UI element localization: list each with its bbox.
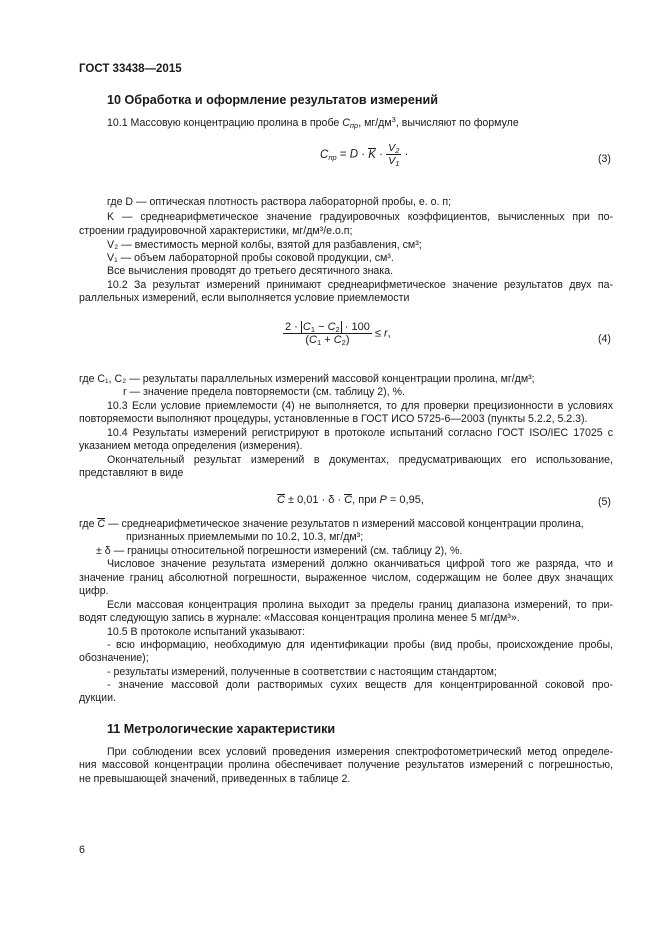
para-10-1-text-c: , вычисляют по формуле [395, 117, 519, 129]
para-10-2-line1: 10.2 За результат измерений принимают среднеарифметическое значение результатов двух па- [107, 279, 613, 291]
section-11-line2: ния массовой концентрации пролина обеспечивает получение результатов измерений с погрешностью, [79, 759, 613, 771]
section-10-heading: 10 Обработка и оформление результатов измерений [107, 93, 438, 107]
list-item-3-line2: дукции. [79, 692, 116, 704]
where-v1: V₁ — объем лабораторной пробы соковой продукции, см³. [107, 252, 394, 264]
where-v2: V₂ — вместимость мерной колбы, взятой для разбавления, см³; [107, 239, 422, 251]
formula-4-number: (4) [598, 333, 611, 345]
para-10-4-line2: указанием метода определения (измерения). [79, 440, 303, 452]
numeric-value-line1: Числовое значение результата измерений должно оканчиваться цифрой того же разряда, что и [107, 558, 613, 570]
formula-4: $\frac{2 \cdot C1 - C2 \cdot 100}{(C1 + C2)}$ ≤ r, [285, 321, 391, 347]
para-10-3-line1: 10.3 Если условие приемлемости (4) не выполняется, то для проверки прецизионности в условиях [107, 400, 613, 412]
all-calculations-note: Все вычисления проводят до третьего десятичного знака. [107, 265, 394, 277]
list-item-1-line1: - всю информацию, необходимую для идентификации пробы (вид пробы, происхождение пробы, [107, 639, 613, 651]
para-10-3-line2: повторяемости выполняют процедуры, установленные в ГОСТ ИСО 5725-6—2003 (пункты 5.2.2, 5.2.3). [79, 413, 588, 425]
formula-3-number: (3) [598, 153, 611, 165]
where-r: r — значение предела повторяемости (см. таблицу 2), %. [123, 386, 405, 398]
where-cbar-line2: признанных приемлемыми по 10.2, 10.3, мг/дм³; [126, 531, 364, 543]
where-c1-c2: где C₁, C₂ — результаты параллельных измерений массовой концентрации пролина, мг/дм³; [79, 373, 535, 385]
list-item-3-line1: - значение массовой доли растворимых сухих веществ для концентрированной соковой про- [107, 679, 613, 691]
formula-3: Cпр = D · K · $\frac{V2}{V1}$ · [320, 142, 409, 168]
formula-5-number: (5) [598, 496, 611, 508]
final-result-line1: Окончательный результат измерений в документах, предусматривающих его использование, [107, 454, 613, 466]
para-10-4-line1: 10.4 Результаты измерений регистрируют в протоколе испытаний согласно ГОСТ ISO/IEC 17025 с [107, 427, 613, 439]
final-result-line2: представляют в виде [79, 467, 184, 479]
where-d: где D — оптическая плотность раствора лабораторной пробы, е. о. п; [107, 196, 452, 208]
where-k-line1: K — среднеарифметическое значение градуировочных коэффициентов, вычисленных при по- [107, 211, 613, 223]
out-of-range-line1: Если массовая концентрация пролина выходит за пределы границ диапазона измерений, то при- [107, 599, 613, 611]
where-delta: ± δ — границы относительной погрешности измерений (см. таблицу 2), %. [96, 545, 463, 557]
where-cbar-text: — среднеарифметическое значение результатов n измерений массовой концентрации пролина, [108, 518, 584, 530]
para-10-1: 10.1 Массовую концентрацию пролина в пробе Cпр, $мг/дм^3$, вычисляют по формуле [107, 115, 519, 130]
numeric-value-line2: значение границ абсолютной погрешности, выраженное числом, содержащим не более двух значащих [79, 572, 613, 584]
document-id: ГОСТ 33438—2015 [79, 63, 182, 75]
page-number: 6 [79, 844, 85, 856]
para-10-1-text-a: 10.1 Массовую концентрацию пролина в пробе [107, 117, 343, 129]
where-cbar-line1: где C — среднеарифметическое значение результатов n измерений массовой концентрации пролина, [79, 518, 584, 530]
where-k-line2: строении градуировочной характеристики, мг/дм³/е.о.п; [79, 225, 353, 237]
section-11-heading: 11 Метрологические характеристики [107, 722, 336, 736]
section-11-line3: не превышающей значений, приведенных в таблице 2. [79, 773, 351, 785]
section-11-line1: При соблюдении всех условий проведения измерения спектрофотометрический метод определе- [107, 746, 613, 758]
para-10-2-line2: раллельных измерений, если выполняется условие приемлемости [79, 292, 410, 304]
formula-5: C ± 0,01 · δ · C, при P = 0,95, [277, 494, 424, 506]
list-item-2: - результаты измерений, полученные в соответствии с настоящим стандартом; [107, 666, 497, 678]
para-10-1-text-b: , мг/дм [358, 117, 392, 129]
list-item-1-line2: обозначение); [79, 652, 149, 664]
para-10-5: 10.5 В протоколе испытаний указывают: [107, 626, 306, 638]
numeric-value-line3: цифр. [79, 585, 109, 597]
out-of-range-line2: водят следующую запись в журнале: «Массовая концентрация пролина менее 5 мг/дм³». [79, 612, 520, 624]
var-c-pr: Cпр [342, 117, 359, 130]
